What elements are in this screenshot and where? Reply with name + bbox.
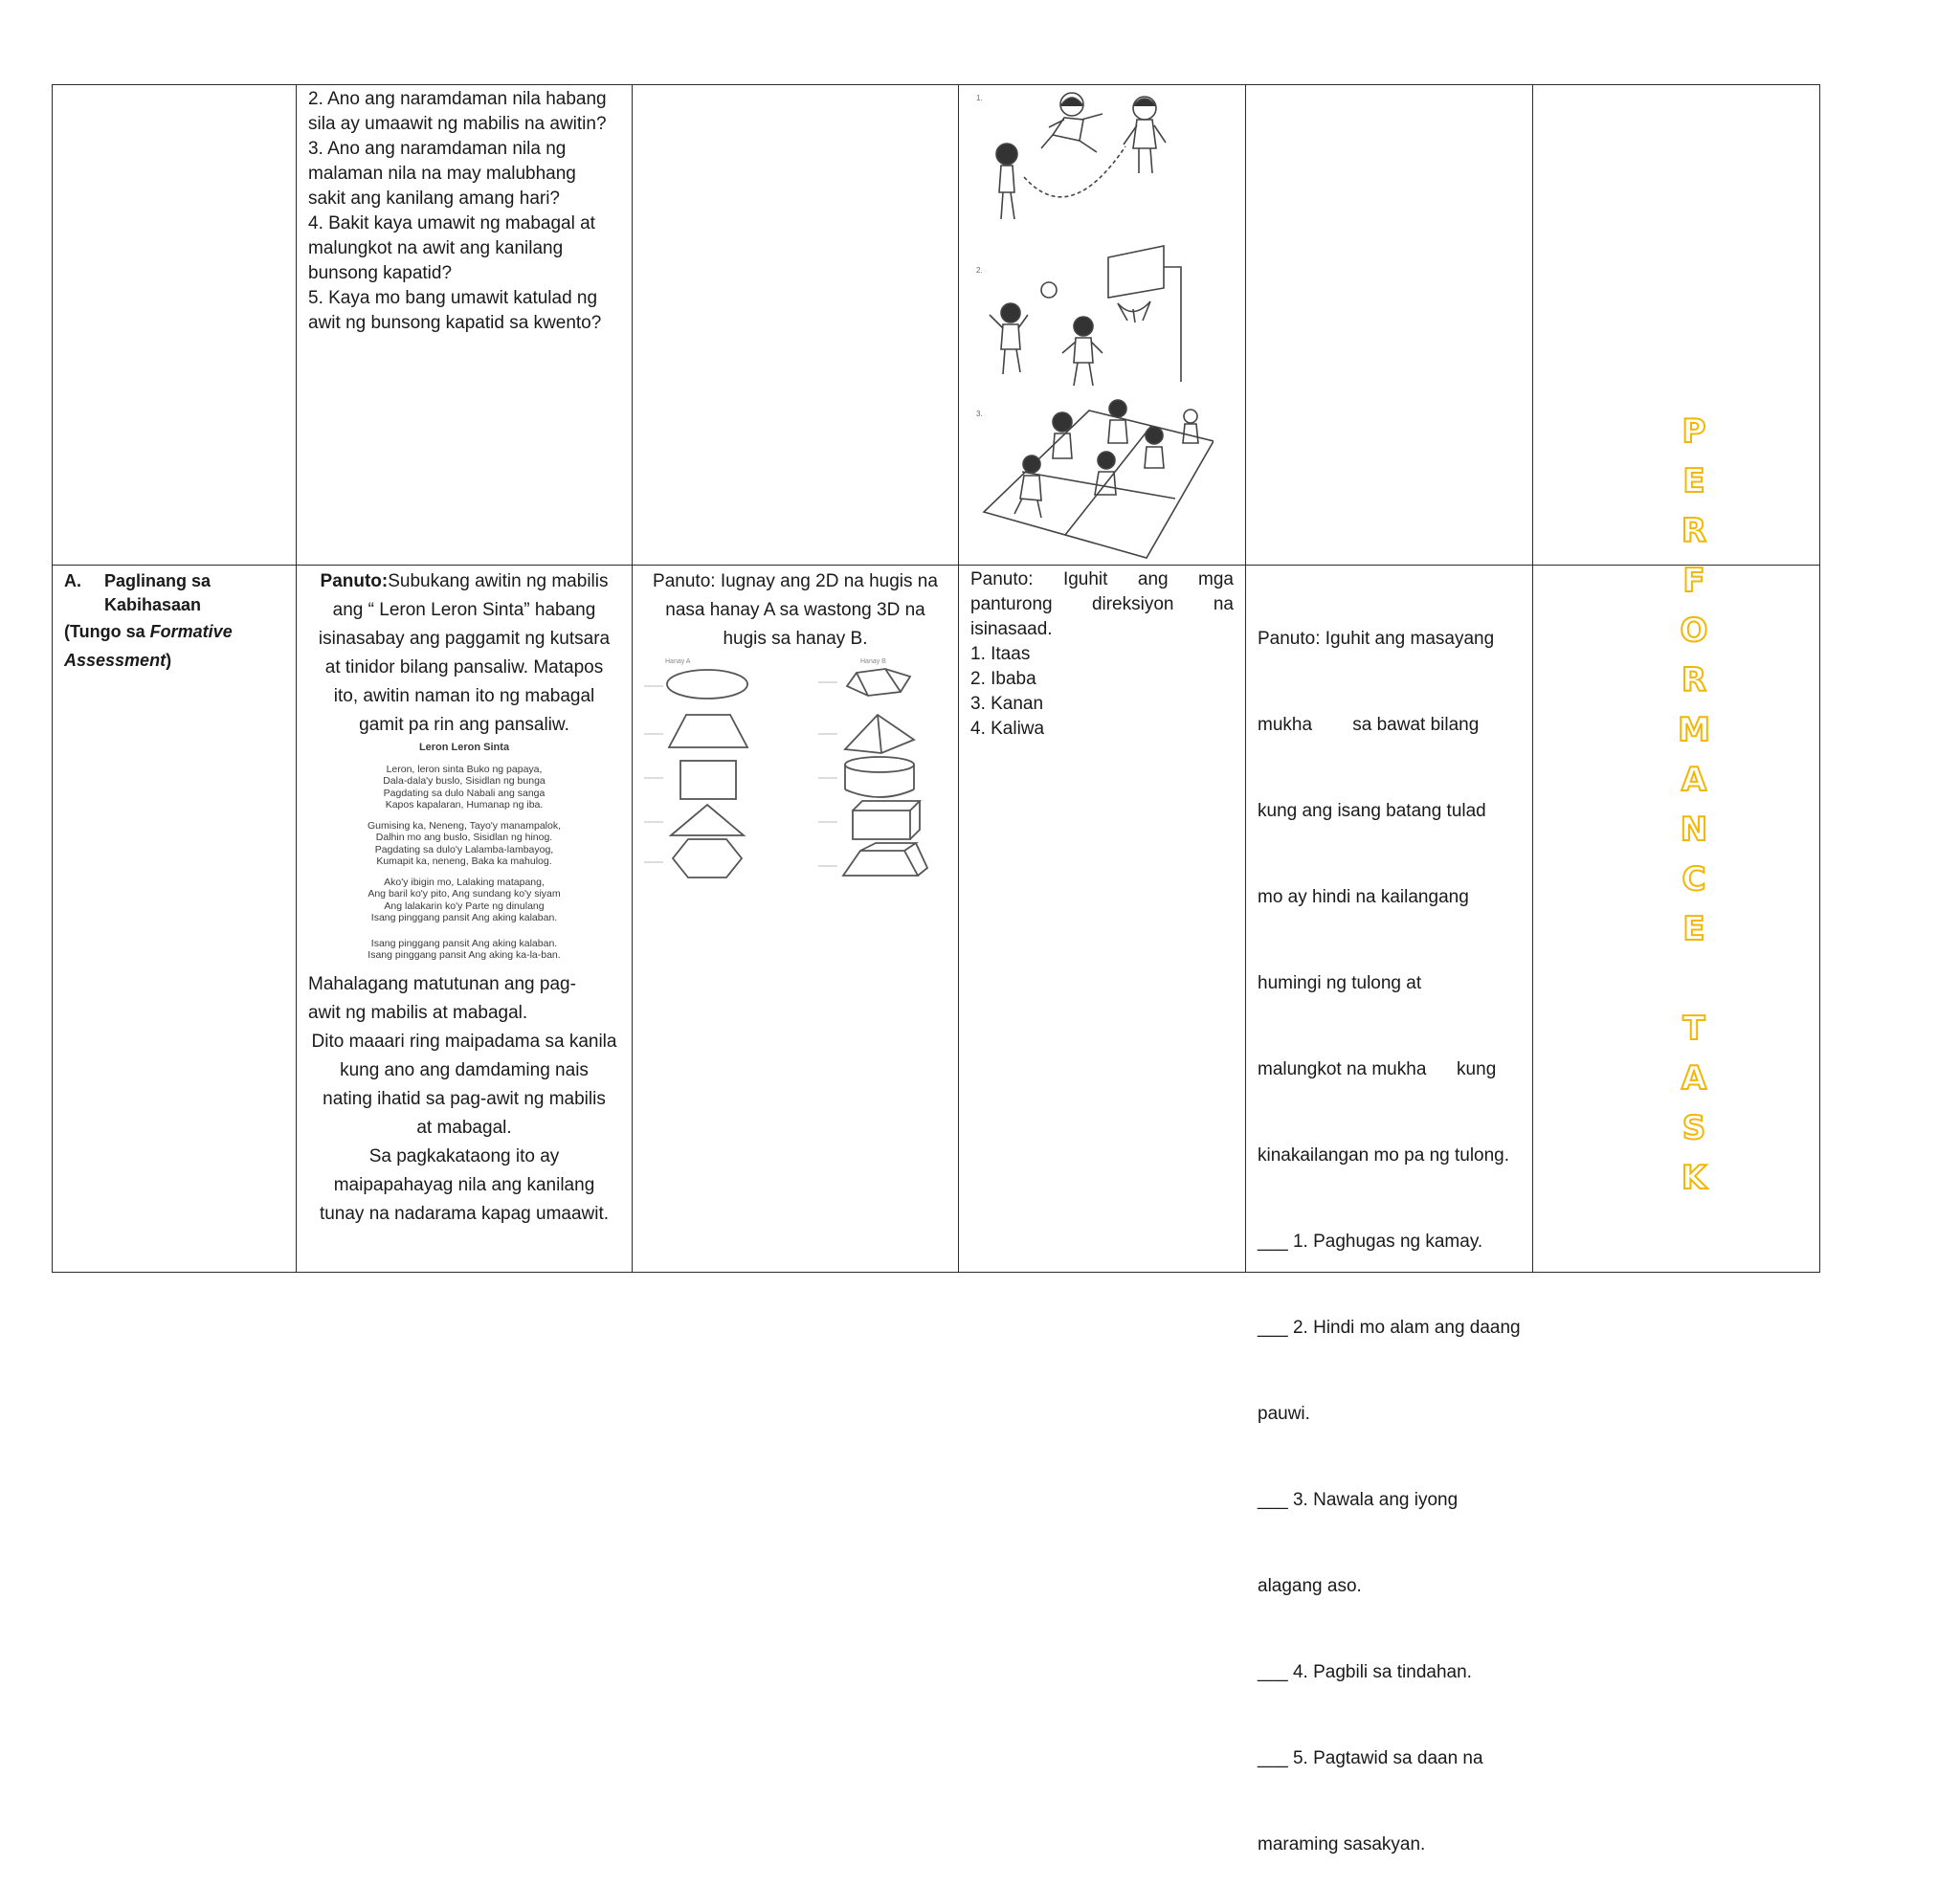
question-line: malaman nila na may malubhang <box>308 164 576 184</box>
song-title: Leron Leron Sinta <box>418 742 510 753</box>
question-line: 4. Bakit kaya umawit ng mabagal at <box>308 213 595 233</box>
row1-illustration-cell <box>958 84 1246 566</box>
question-line: bunsong kapatid? <box>308 263 453 283</box>
section-title: Paglinang sa Kabihasaan <box>104 571 212 614</box>
list-item: 2. Ibaba <box>970 669 1036 689</box>
shapes-activity-cell <box>632 565 959 1273</box>
song-stanza: Leron, leron sinta Buko ng papaya, Dala-dala'y buslo, Sisidlan ng bunga Pagdating sa dulo Nabali ang sanga Kapos kapalaran, Humanap ng iba. <box>383 763 546 811</box>
performance-task-vertical-label: P E R F O R M A N C E T A S K <box>1678 412 1710 1197</box>
shapes-instruction: Panuto: Iugnay ang 2D na hugis na nasa hanay A sa wastong 3D na hugis sa hanay B. <box>653 571 938 649</box>
shapes-matching-worksheet <box>640 654 947 883</box>
song-stanza: Isang pinggang pansit Ang aking kalaban. Isang pinggang pansit Ang aking ka-la-ban. <box>368 937 561 961</box>
section-label-cell <box>52 565 297 1273</box>
trapezoid-2d-shape <box>644 715 747 747</box>
svg-text:3.: 3. <box>976 410 983 418</box>
faces-item: ___ 5. Pagtawid sa daan na <box>1258 1748 1483 1768</box>
faces-item: ___ 4. Pagbili sa tindahan. <box>1258 1662 1472 1682</box>
hanay-b-label: Hanay B <box>860 658 886 665</box>
triangular-prism-3d-shape <box>818 715 914 753</box>
children-playing-illustration <box>965 85 1214 564</box>
row1-questions-cell <box>296 84 633 566</box>
svg-text:1.: 1. <box>976 94 983 102</box>
list-item: 3. Kanan <box>970 694 1044 714</box>
directions-list <box>970 642 1234 742</box>
hexagon-2d-shape <box>644 839 742 877</box>
rectangle-2d-shape <box>644 761 736 799</box>
hexagonal-prism-3d-shape <box>818 669 910 696</box>
panuto-label: Panuto: <box>320 571 389 591</box>
list-item: 1. Itaas <box>970 644 1031 664</box>
list-item: 4. Kaliwa <box>970 719 1045 739</box>
directions-activity-cell <box>958 565 1246 1273</box>
directions-instruction: Panuto: Iguhit ang mga panturong direksiyon na isinasaad. <box>970 569 1234 639</box>
triangle-2d-shape <box>644 805 744 835</box>
song-stanza: Ako'y ibigin mo, Lalaking matapang, Ang baril ko'y pito, Ang sundang ko'y siyam Ang lalakarin ko'y Parte ng dinulang Isang pinggang pansit Ang aking kalaban. <box>368 876 561 923</box>
row1-col3-cell <box>632 84 959 566</box>
song-lyrics <box>308 742 620 962</box>
faces-item: ___ 2. Hindi mo alam ang daang <box>1258 1318 1521 1338</box>
faces-item: ___ 3. Nawala ang iyong <box>1258 1490 1459 1510</box>
learning-note: Mahalagang matutunan ang pag- awit ng mabilis at mabagal. <box>308 973 576 1023</box>
trapezoidal-prism-3d-shape <box>818 843 927 876</box>
row1-col5-cell <box>1245 84 1533 566</box>
faces-activity-cell: Panuto: Iguhit ang masayang mukha sa bawat bilang kung ang isang batang tulad mo ay hindi na kailangang humingi ng tulong at malungkot na mukha kung kinakailangan mo pa ng tulong. ___ 1. Paghugas ng kamay. ___ 2. Hindi mo alam ang daang pauwi. ___ 3. Nawala ang iyong alagang aso. ___ 4. Pagbili sa tindahan. ___ 5. Pagtawid sa daan na maraming sasakyan. <box>1245 565 1533 1273</box>
oval-2d-shape <box>644 670 747 699</box>
row1-label-cell <box>52 84 297 566</box>
rectangular-prism-3d-shape <box>818 801 920 839</box>
question-line: sila ay umaawit ng mabilis na awitin? <box>308 114 607 134</box>
panuto-paragraph: Panuto:Subukang awitin ng mabilis ang “ Leron Leron Sinta” habang isinasabay ang paggamit ng kutsara at tinidor bilang pansaliw. Matapos ito, awitin naman ito ng mabagal gamit pa rin ang pansaliw. <box>318 571 611 735</box>
learning-note-centered: Dito maaari ring maipadama sa kanila kung ano ang damdaming nais nating ihatid sa pag-awit ng mabilis at mabagal. Sa pagkakataong ito ay maipapahayag nila ang kanilang tunay na nadarama kapag umaawit. <box>311 1031 617 1224</box>
question-line: 2. Ano ang naramdaman nila habang <box>308 89 607 109</box>
question-line: sakit ang kanilang amang hari? <box>308 189 561 209</box>
question-line: 3. Ano ang naramdaman nila ng <box>308 139 567 159</box>
cylinder-3d-shape <box>818 757 914 797</box>
section-subtitle: (Tungo sa Formative Assessment) <box>64 622 233 670</box>
song-activity-cell <box>296 565 633 1273</box>
svg-text:2.: 2. <box>976 266 983 275</box>
question-line: awit ng bunsong kapatid sa kwento? <box>308 313 602 333</box>
faces-item: ___ 1. Paghugas ng kamay. <box>1258 1232 1483 1252</box>
question-line: malungkot na awit ang kanilang <box>308 238 564 258</box>
question-line: 5. Kaya mo bang umawit katulad ng <box>308 288 598 308</box>
hanay-a-label: Hanay A <box>665 658 691 665</box>
section-letter: A. <box>64 571 81 590</box>
song-stanza: Gumising ka, Neneng, Tayo'y manampalok, Dalhin mo ang buslo, Sisidlan ng hinog. Pagdating sa dulo'y Lalamba-lambayog, Kumapit ka, neneng, Baka ka mahulog. <box>368 819 561 867</box>
